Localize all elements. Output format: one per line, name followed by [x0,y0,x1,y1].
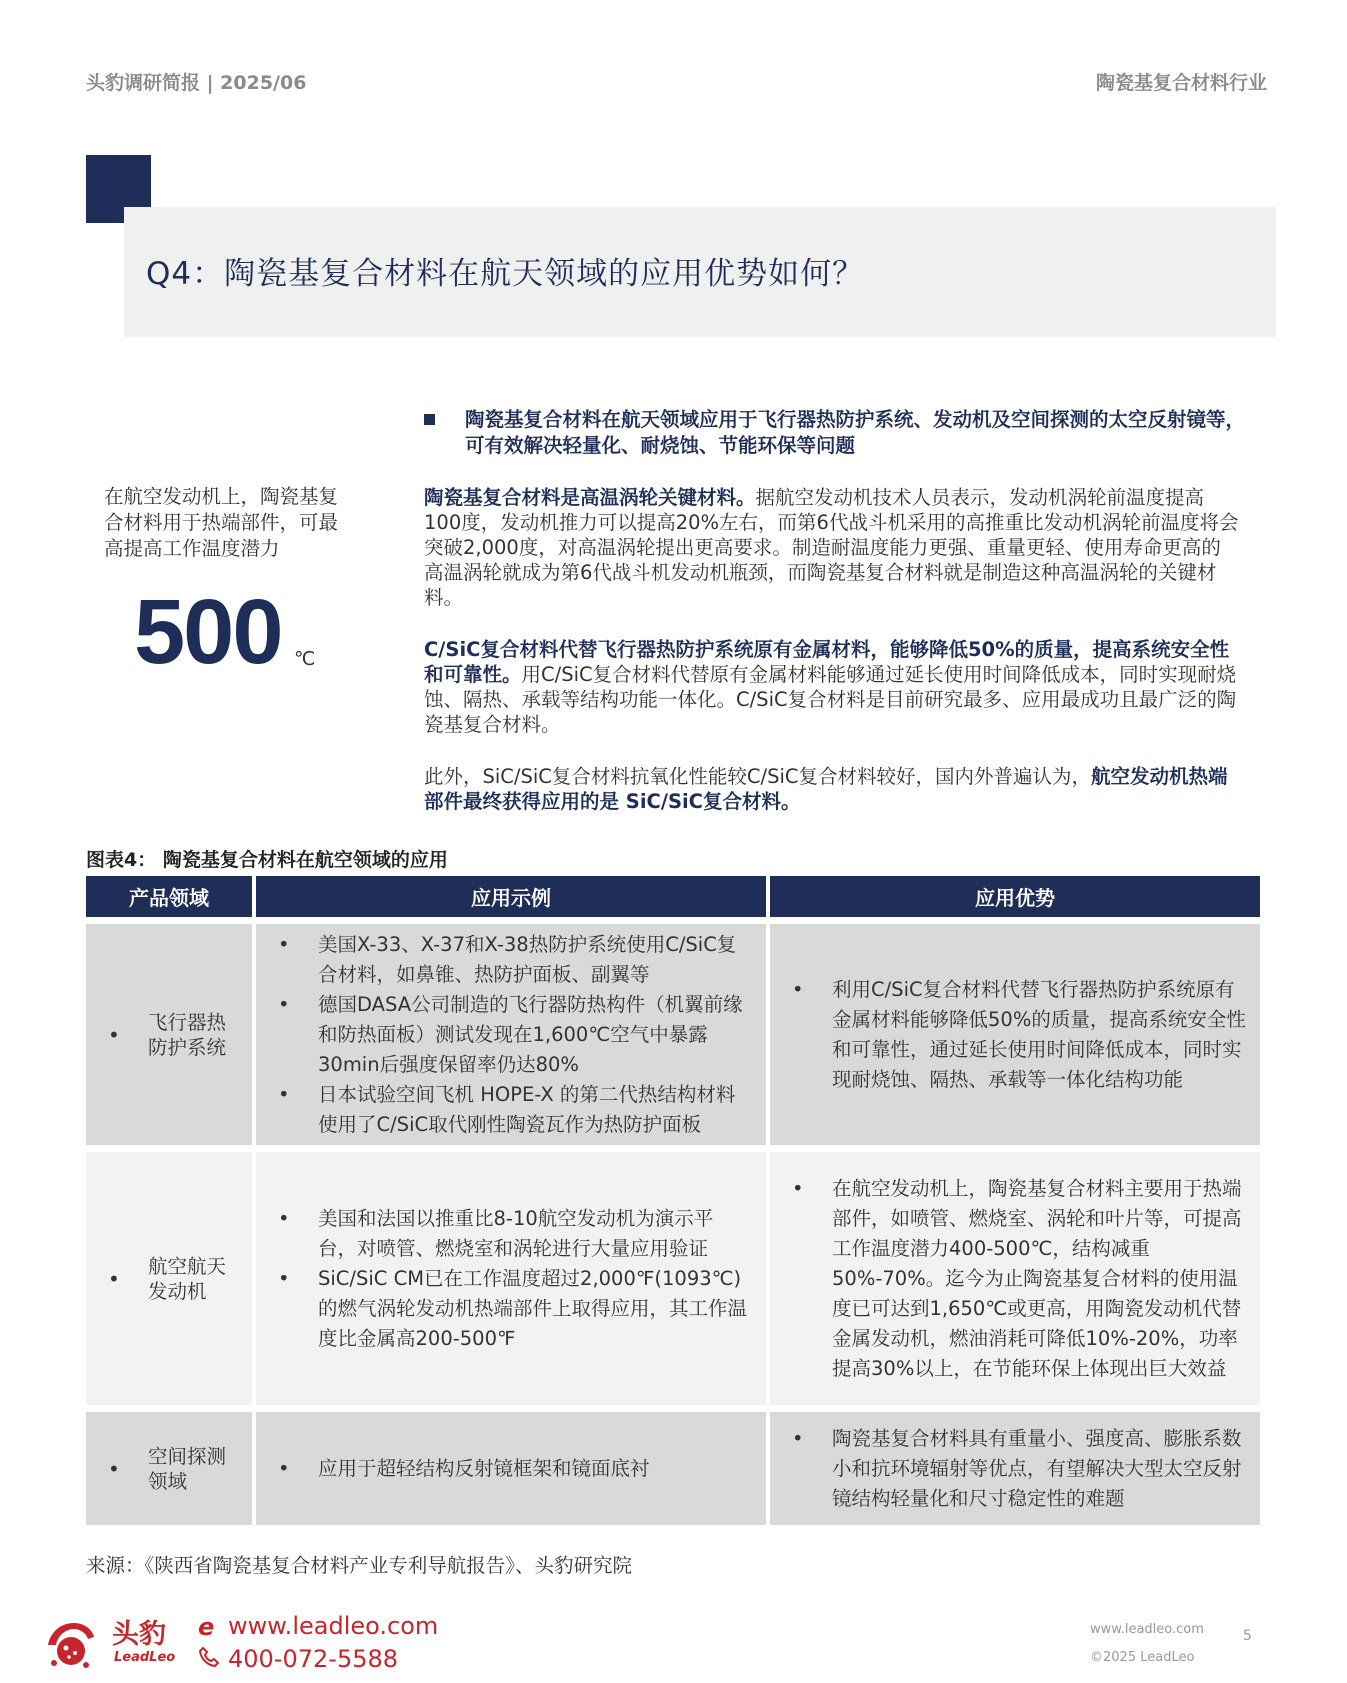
figure-caption: 图表4： 陶瓷基复合材料在航空领域的应用 [86,849,448,871]
list-item: • 美国X-33、X-37和X-38热防护系统使用C/SiC复合材料，如鼻锥、热防护面板、副翼等 [256,930,752,990]
bullet-icon: • [108,1456,120,1481]
table-header-advantages: 应用优势 [770,876,1260,917]
category-label: 空间探测领域 [148,1444,227,1493]
paragraph-3 [424,764,1239,814]
footer-url[interactable]: www.leadleo.com [228,1612,439,1640]
table-cell-examples [256,1405,766,1525]
report-header-right: 陶瓷基复合材料行业 [1095,72,1267,94]
paragraph-1-text: 据航空发动机技术人员表示，发动机涡轮前温度提高100度，发动机推力可以提高20%左右，而第6代战斗机采用的高推重比发动机涡轮前温度将会突破2,000度，对高温涡轮提出更高要求。制造耐温度能力更强、重量更轻、使用寿命更高的高温涡轮就成为第6代战斗机发动机瓶颈，而陶瓷基复合材料就是制造这种高温涡轮的关键材料。 [424,486,1239,609]
table-cell-examples [256,917,766,1145]
paragraph-1 [424,485,1239,610]
paragraph-3-text: 此外，SiC/SiC复合材料抗氧化性能较C/SiC复合材料较好，国内外普遍认为， [424,765,1091,788]
list-item: • 利用C/SiC复合材料代替飞行器热防护系统原有金属材料能够降低50%的质量，提高系统安全性和可靠性，通过延长使用时间降低成本，同时实现耐烧蚀、隔热、承载等一体化结构功能 [770,975,1246,1095]
sidebar-stat-value: 500 [134,581,282,683]
paragraph-2 [424,637,1239,737]
paragraph-2-bold: C/SiC复合材料代替飞行器热防护系统原有金属材料，能够降低50%的质量，提高系统安全性和可靠性。 [424,638,1230,686]
lead-bullet-icon [424,414,435,425]
sidebar-stat-unit: ℃ [294,648,316,670]
table-cell-category [86,1145,252,1405]
paragraph-3-bold: 航空发动机热端部件最终获得应用的是 SiC/SiC复合材料。 [424,765,1228,813]
table-header-domain: 产品领域 [86,876,252,917]
table-cell-examples [256,1145,766,1405]
phone-icon [198,1646,220,1668]
list-item: • SiC/SiC CM已在工作温度超过2,000℉(1093℃)的燃气涡轮发动机热端部件上取得应用，其工作温度比金属高200-500℉ [256,1264,752,1354]
table-cell-advantages [770,1145,1260,1405]
report-header-left: 头豹调研简报 | 2025/06 [86,72,307,94]
applications-table [82,876,1264,1525]
table-header-examples: 应用示例 [256,876,766,917]
list-item: • 美国和法国以推重比8-10航空发动机为演示平台，对喷管、燃烧室和涡轮进行大量应用验证 [256,1204,752,1264]
list-item: • 在航空发动机上，陶瓷基复合材料主要用于热端部件，如喷管、燃烧室、涡轮和叶片等，可提高工作温度潜力400-500℃，结构减重50%-70%。迄今为止陶瓷基复合材料的使用温度已可达到1,650℃或更高，用陶瓷发动机代替金属发动机，燃油消耗可降低10%-20%，功率提高30%以上，在节能环保上体现出巨大效益 [770,1174,1246,1384]
table-row [86,1405,1260,1525]
footer-copyright: ©2025 LeadLeo [1090,1650,1195,1665]
lead-summary: 陶瓷基复合材料在航天领域应用于飞行器热防护系统、发动机及空间探测的太空反射镜等，可有效解决轻量化、耐烧蚀、节能环保等问题 [465,408,1246,457]
brand-name-en: LeadLeo [114,1650,176,1665]
category-label: 飞行器热防护系统 [148,1010,227,1059]
table-row [86,1145,1260,1405]
footer-phone: 400-072-5588 [228,1645,399,1673]
list-item: • 应用于超轻结构反射镜框架和镜面底衬 [256,1454,752,1484]
category-label: 航空航天发动机 [148,1254,227,1303]
paragraph-1-bold: 陶瓷基复合材料是高温涡轮关键材料。 [424,486,756,509]
paragraph-2-text: 用C/SiC复合材料代替原有金属材料能够通过延长使用时间降低成本，同时实现耐烧蚀、隔热、承载等结构功能一体化。C/SiC复合材料是目前研究最多、应用最成功且最广泛的陶瓷基复合材料。 [424,663,1237,736]
list-item: • 德国DASA公司制造的飞行器防热构件（机翼前缘和防热面板）测试发现在1,600℃空气中暴露30min后强度保留率仍达80% [256,990,752,1080]
sidebar-text: 在航空发动机上，陶瓷基复合材料用于热端部件，可最高提高工作温度潜力 [104,485,339,560]
footer-small-url: www.leadleo.com [1090,1622,1204,1637]
table-cell-category [86,1405,252,1525]
web-icon: e [198,1613,215,1641]
brand-name: 头豹 [112,1619,166,1650]
leopard-logo-icon [44,1615,98,1671]
list-item: • 陶瓷基复合材料具有重量小、强度高、膨胀系数小和抗环境辐射等优点，有望解决大型太空反射镜结构轻量化和尺寸稳定性的难题 [770,1424,1246,1514]
bullet-icon: • [108,1266,120,1291]
table-cell-advantages [770,917,1260,1145]
bullet-icon: • [108,1022,120,1047]
table-cell-advantages [770,1405,1260,1525]
source-note: 来源：《陕西省陶瓷基复合材料产业专利导航报告》、头豹研究院 [86,1554,633,1577]
table-row [86,917,1260,1145]
page-number: 5 [1243,1628,1252,1644]
question-title: Q4：陶瓷基复合材料在航天领域的应用优势如何？ [146,256,865,292]
list-item: • 日本试验空间飞机 HOPE-X 的第二代热结构材料使用了C/SiC取代刚性陶瓷瓦作为热防护面板 [256,1080,752,1140]
table-cell-category [86,917,252,1145]
